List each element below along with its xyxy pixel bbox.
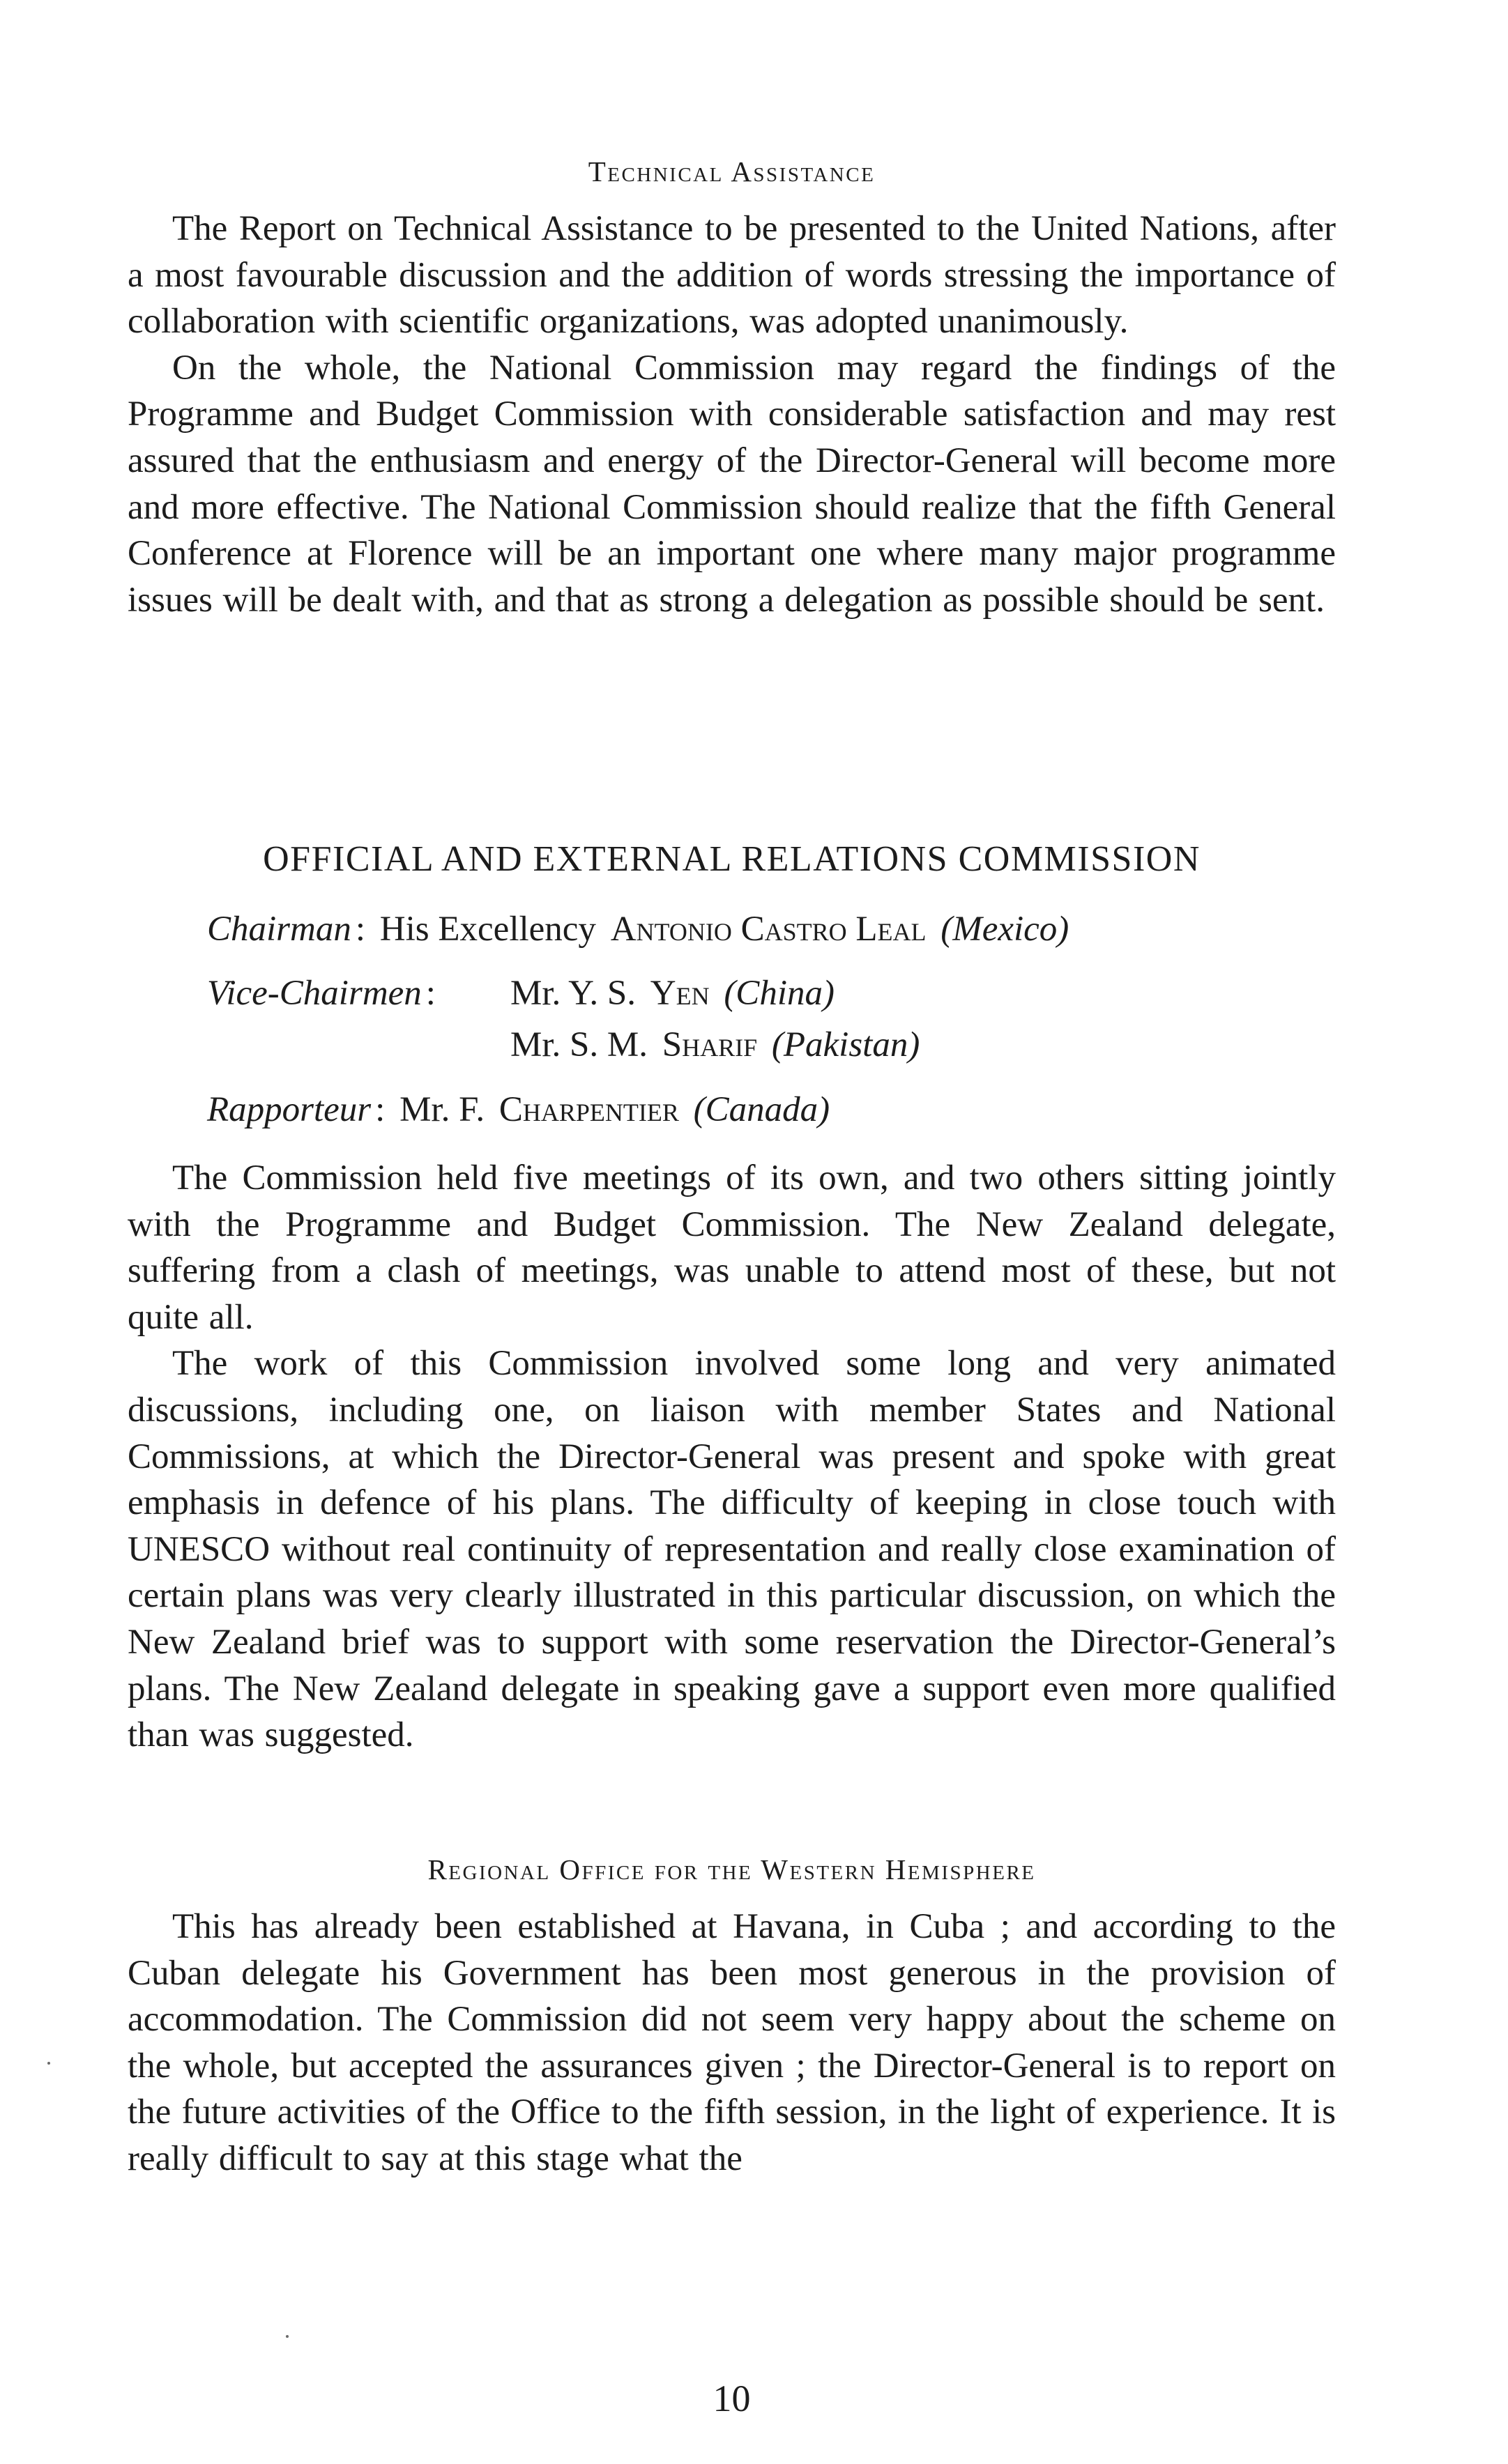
technical-assistance-paragraph-2: On the whole, the National Commission may regard the findings of the Programme and Budget Commission with considerable satisfaction and may rest assured that the enthusiasm and energy of the Director-General will become more and more effective. The National Commission should realize that the fifth General Conference at Florence will be an important one where many major programme issues will be dealt with, and that as strong a delegation as possible should be sent. <box>128 348 1336 620</box>
chairman-role: Chairman <box>207 910 351 949</box>
vice-chairmen-separator: : <box>425 974 436 1013</box>
vice-chairman-1-honorific: Mr. Y. S. <box>510 974 636 1013</box>
technical-assistance-body <box>128 206 1336 623</box>
vice-chairman-1-name: Yen <box>650 974 710 1013</box>
technical-assistance-paragraph-1: The Report on Technical Assistance to be presented to the United Nations, after a most favourable discussion and the addition of words stressing the importance of collaboration with scientific organizations, was adopted unanimously. <box>128 209 1336 342</box>
vice-chairman-line-2 <box>510 1025 920 1065</box>
scan-speck <box>286 2335 289 2338</box>
vice-chairman-2-honorific: Mr. S. M. <box>510 1025 648 1064</box>
commission-body <box>128 1155 1336 1759</box>
page-number: 10 <box>713 2378 751 2419</box>
scan-speck <box>47 2062 50 2065</box>
vice-chairman-2-country: (Pakistan) <box>771 1025 920 1064</box>
commission-title: OFFICIAL AND EXTERNAL RELATIONS COMMISSION <box>263 839 1201 879</box>
regional-office-heading: Regional Office for the Western Hemisphere <box>427 1853 1036 1885</box>
regional-office-paragraph-1: This has already been established at Havana, in Cuba ; and according to the Cuban delegate his Government has been most generous in the provision of accommodation. The Commission did not seem very happy about the scheme on the whole, but accepted the assurances given ; the Director-General is to report on the future activities of the Office to the fifth session, in the light of experience. It is really difficult to say at this stage what the <box>128 1907 1336 2178</box>
chairman-line <box>207 909 1069 949</box>
technical-assistance-heading: Technical Assistance <box>588 155 876 188</box>
chairman-country: (Mexico) <box>940 910 1069 949</box>
chairman-separator: : <box>355 910 366 949</box>
vice-chairman-2-name: Sharif <box>662 1025 758 1064</box>
commission-paragraph-2: The work of this Commission involved some long and very animated discussions, including one, on liaison with member States and National Commissions, at which the Director-General was present and spoke with great emphasis in defence of his plans. The difficulty of keeping in close touch with UNESCO without real continuity of representation and really close examination of certain plans was very clearly illustrated in this particular discussion, on which the New Zealand brief was to support with some reservation the Director-General’s plans. The New Zealand delegate in speaking gave a support even more qualified than was suggested. <box>128 1344 1336 1755</box>
rapporteur-name: Charpentier <box>498 1090 679 1129</box>
vice-chairman-line-1 <box>510 973 835 1013</box>
regional-office-body <box>128 1904 1336 2182</box>
rapporteur-honorific: Mr. F. <box>399 1090 485 1129</box>
vice-chairmen-label <box>207 973 436 1013</box>
chairman-honorific: His Excellency <box>379 910 596 949</box>
commission-paragraph-1: The Commission held five meetings of its own, and two others sitting jointly with the Programme and Budget Commission. The New Zealand delegate, suffering from a clash of meetings, was unable to attend most of these, but not quite all. <box>128 1158 1336 1337</box>
rapporteur-separator: : <box>375 1090 386 1129</box>
rapporteur-line <box>207 1089 830 1130</box>
vice-chairmen-role: Vice-Chairmen <box>207 974 422 1013</box>
chairman-name: Antonio Castro Leal <box>610 910 927 949</box>
vice-chairman-1-country: (China) <box>724 974 835 1013</box>
rapporteur-country: (Canada) <box>693 1090 830 1129</box>
rapporteur-role: Rapporteur <box>207 1090 372 1129</box>
